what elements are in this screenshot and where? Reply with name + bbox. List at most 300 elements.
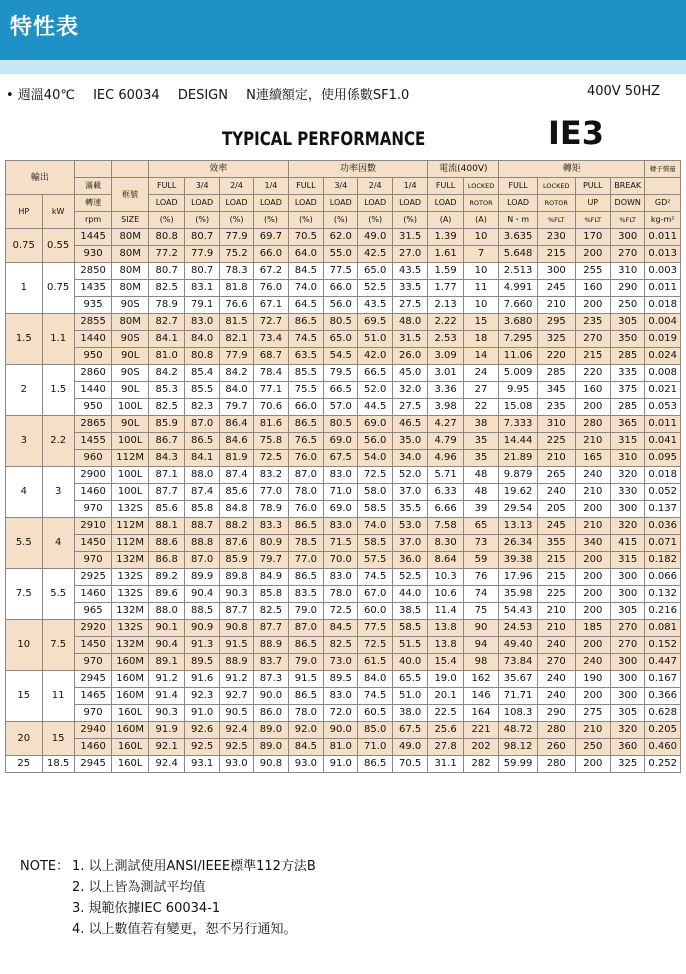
table-cell: 2.53 [428, 331, 463, 348]
table-cell: 300 [611, 654, 645, 671]
table-cell: 48 [463, 484, 498, 501]
header-cell: DOWN [611, 195, 645, 212]
header-cell: (%) [288, 212, 323, 229]
table-cell: 27.5 [392, 399, 427, 416]
table-cell: 37.0 [392, 484, 427, 501]
table-cell: 0.447 [645, 654, 681, 671]
table-cell: 42.0 [358, 348, 392, 365]
table-row [6, 399, 681, 416]
table-cell: 100L [112, 433, 149, 450]
table-cell: 100L [112, 467, 149, 484]
table-cell: 87.6 [219, 535, 253, 552]
header-torque: 轉矩 [499, 161, 645, 178]
table-cell: 0.066 [645, 569, 681, 586]
table-cell: 11.06 [499, 348, 538, 365]
table-cell: 87.7 [148, 484, 185, 501]
table-cell: 91.3 [185, 637, 219, 654]
table-cell: 84.3 [148, 450, 185, 467]
table-cell: 89.0 [254, 722, 288, 739]
table-cell: 930 [74, 246, 112, 263]
table-cell: 51.0 [358, 331, 392, 348]
table-cell: 305 [611, 314, 645, 331]
table-cell: 0.366 [645, 688, 681, 705]
table-row [6, 756, 681, 773]
table-cell: 2925 [74, 569, 112, 586]
table-cell: 132M [112, 603, 149, 620]
header-cell: (%) [392, 212, 427, 229]
table-cell: 81.0 [148, 348, 185, 365]
table-cell: 2855 [74, 314, 112, 331]
table-cell: 54.5 [324, 348, 358, 365]
table-row [6, 688, 681, 705]
table-cell: 200 [575, 552, 610, 569]
header-cell: LOAD [499, 195, 538, 212]
cell-kw: 0.75 [42, 263, 74, 314]
header-cell: LOAD [288, 195, 323, 212]
table-cell: 240 [537, 688, 575, 705]
table-cell: 210 [575, 484, 610, 501]
table-cell: 160M [112, 671, 149, 688]
table-cell: 15.4 [428, 654, 463, 671]
table-cell: 83.3 [254, 518, 288, 535]
table-cell: 79.7 [219, 399, 253, 416]
table-cell: 970 [74, 705, 112, 722]
page-title: 特性表 [10, 15, 80, 40]
table-cell: 49.0 [392, 739, 427, 756]
table-row [6, 348, 681, 365]
table-cell: 90.0 [324, 722, 358, 739]
table-cell: 1460 [74, 586, 112, 603]
table-cell: 84.0 [185, 331, 219, 348]
table-cell: 15 [463, 314, 498, 331]
table-cell: 82.5 [324, 637, 358, 654]
table-cell: 92.0 [288, 722, 323, 739]
table-cell: 70.5 [288, 229, 323, 246]
cell-hp: 1.5 [6, 314, 43, 365]
table-cell: 1445 [74, 229, 112, 246]
table-cell: 89.8 [219, 569, 253, 586]
table-cell: 79.0 [288, 603, 323, 620]
table-cell: 80M [112, 263, 149, 280]
table-cell: 132S [112, 620, 149, 637]
header-cell: %FLT [575, 212, 610, 229]
table-cell: 77.9 [219, 348, 253, 365]
table-cell: 3.01 [428, 365, 463, 382]
table-cell: 0.052 [645, 484, 681, 501]
table-cell: 94 [463, 637, 498, 654]
table-cell: 32.0 [392, 382, 427, 399]
table-cell: 280 [537, 756, 575, 773]
table-cell: 0.081 [645, 620, 681, 637]
table-row [6, 671, 681, 688]
table-cell: 40.0 [392, 654, 427, 671]
table-cell: 8.30 [428, 535, 463, 552]
table-cell: 38.0 [392, 705, 427, 722]
notes [20, 856, 316, 940]
table-cell: 90L [112, 348, 149, 365]
table-cell: 1435 [74, 280, 112, 297]
table-cell: 67.1 [254, 297, 288, 314]
table-cell: 84.5 [288, 263, 323, 280]
table-cell: 240 [575, 467, 610, 484]
cell-kw: 4 [42, 518, 74, 569]
table-cell: 39.38 [499, 552, 538, 569]
table-cell: 4.79 [428, 433, 463, 450]
header-cell: (%) [324, 212, 358, 229]
table-cell: 43.5 [392, 263, 427, 280]
table-cell: 35.5 [392, 501, 427, 518]
table-cell: 285 [611, 348, 645, 365]
table-cell: 310 [611, 450, 645, 467]
table-cell: 270 [611, 620, 645, 637]
table-cell: 65.0 [358, 263, 392, 280]
table-cell: 84.1 [148, 331, 185, 348]
header-blank [645, 178, 681, 195]
table-row [6, 467, 681, 484]
table-cell: 320 [611, 467, 645, 484]
voltage-label: 400V 50HZ [586, 84, 660, 99]
table-cell: 86.8 [148, 552, 185, 569]
table-cell: 0.628 [645, 705, 681, 722]
table-cell: 84.6 [219, 433, 253, 450]
table-cell: 58.5 [358, 535, 392, 552]
header-full-speed: 滿載 [74, 178, 112, 195]
table-row [6, 297, 681, 314]
table-row [6, 382, 681, 399]
table-cell: 69.5 [358, 314, 392, 331]
table-cell: 79.7 [254, 552, 288, 569]
table-cell: 200 [575, 501, 610, 518]
table-cell: 300 [611, 501, 645, 518]
table-cell: 245 [537, 280, 575, 297]
table-cell: 66.0 [254, 246, 288, 263]
table-cell: 18 [463, 331, 498, 348]
table-cell: 66.0 [288, 399, 323, 416]
table-cell: 215 [537, 552, 575, 569]
table-cell: 88.2 [219, 518, 253, 535]
table-cell: 0.137 [645, 501, 681, 518]
table-cell: 0.167 [645, 671, 681, 688]
table-cell: 250 [575, 739, 610, 756]
header-cell: (%) [219, 212, 253, 229]
table-cell: 77.2 [148, 246, 185, 263]
table-cell: 72.5 [324, 603, 358, 620]
table-cell: 270 [537, 654, 575, 671]
header-cell: N・m [499, 212, 538, 229]
table-cell: 86.5 [288, 688, 323, 705]
table-cell: 3.36 [428, 382, 463, 399]
table-cell: 0.024 [645, 348, 681, 365]
table-cell: 11 [463, 280, 498, 297]
header-inertia: 轉子慣量 [645, 161, 681, 178]
header-blank [74, 161, 112, 178]
table-cell: 200 [575, 297, 610, 314]
table-cell: 86.0 [254, 705, 288, 722]
table-cell: 1440 [74, 331, 112, 348]
table-cell: 160M [112, 722, 149, 739]
table-cell: 85.9 [148, 416, 185, 433]
table-cell: 10.3 [428, 569, 463, 586]
table-cell: 38 [463, 416, 498, 433]
table-cell: 0.182 [645, 552, 681, 569]
table-cell: 345 [537, 382, 575, 399]
table-cell: 74.5 [288, 331, 323, 348]
table-cell: 91.2 [219, 671, 253, 688]
table-row [6, 620, 681, 637]
table-cell: 24 [463, 365, 498, 382]
table-cell: 90S [112, 331, 149, 348]
table-cell: 300 [537, 263, 575, 280]
table-cell: 220 [537, 348, 575, 365]
table-cell: 85.0 [358, 722, 392, 739]
table-cell: 200 [575, 246, 610, 263]
table-cell: 82.7 [148, 314, 185, 331]
header-cell: LOAD [428, 195, 463, 212]
table-cell: 1460 [74, 484, 112, 501]
table-cell: 0.011 [645, 280, 681, 297]
table-cell: 85.9 [219, 552, 253, 569]
table-cell: 80M [112, 280, 149, 297]
table-cell: 93.1 [185, 756, 219, 773]
table-cell: 1450 [74, 535, 112, 552]
table-cell: 92.7 [219, 688, 253, 705]
table-cell: 83.0 [185, 314, 219, 331]
table-cell: 89.1 [148, 654, 185, 671]
table-cell: 165 [575, 450, 610, 467]
table-cell: 55.0 [324, 246, 358, 263]
table-cell: 82.3 [185, 399, 219, 416]
table-cell: 2945 [74, 671, 112, 688]
table-cell: 4.27 [428, 416, 463, 433]
table-cell: 112M [112, 518, 149, 535]
table-cell: 282 [463, 756, 498, 773]
table-cell: 54.0 [358, 450, 392, 467]
table-cell: 2920 [74, 620, 112, 637]
table-cell: 91.4 [148, 688, 185, 705]
table-cell: 132S [112, 569, 149, 586]
table-cell: 72.5 [358, 467, 392, 484]
table-cell: 45.0 [392, 365, 427, 382]
table-cell: 200 [575, 586, 610, 603]
table-cell: 25.6 [428, 722, 463, 739]
table-cell: 88.6 [148, 535, 185, 552]
table-cell: 87.0 [288, 467, 323, 484]
table-cell: 68.7 [254, 348, 288, 365]
table-cell: 275 [575, 705, 610, 722]
table-cell: 89.2 [148, 569, 185, 586]
table-cell: 315 [611, 433, 645, 450]
table-cell: 88.0 [148, 603, 185, 620]
table-cell: 63.5 [288, 348, 323, 365]
table-row [6, 535, 681, 552]
table-cell: 52.0 [358, 382, 392, 399]
table-cell: 325 [611, 756, 645, 773]
table-cell: 31.1 [428, 756, 463, 773]
table-cell: 84.9 [254, 569, 288, 586]
table-cell: 2.22 [428, 314, 463, 331]
table-cell: 6.66 [428, 501, 463, 518]
table-cell: 20.1 [428, 688, 463, 705]
table-cell: 51.5 [392, 637, 427, 654]
table-cell: 90.8 [219, 620, 253, 637]
table-cell: 90.5 [219, 705, 253, 722]
header-current: 電流(400V) [428, 161, 499, 178]
table-cell: 0.152 [645, 637, 681, 654]
table-cell: 91.9 [148, 722, 185, 739]
table-cell: 9.95 [499, 382, 538, 399]
table-cell: 210 [575, 518, 610, 535]
table-cell: 58.0 [358, 484, 392, 501]
table-cell: 78.9 [148, 297, 185, 314]
table-cell: 86.5 [358, 756, 392, 773]
table-cell: 52.0 [392, 467, 427, 484]
table-cell: 13.8 [428, 637, 463, 654]
table-cell: 950 [74, 348, 112, 365]
table-cell: 90.8 [254, 756, 288, 773]
table-cell: 76.6 [219, 297, 253, 314]
table-cell: 10 [463, 297, 498, 314]
table-cell: 15.08 [499, 399, 538, 416]
cell-hp: 20 [6, 722, 43, 756]
table-cell: 270 [575, 331, 610, 348]
table-cell: 290 [537, 705, 575, 722]
table-cell: 73.84 [499, 654, 538, 671]
table-cell: 7.58 [428, 518, 463, 535]
table-cell: 80.9 [254, 535, 288, 552]
table-cell: 970 [74, 552, 112, 569]
table-cell: 80M [112, 314, 149, 331]
cell-kw: 15 [42, 722, 74, 756]
header-hp: HP [6, 195, 43, 229]
header-kw: kW [42, 195, 74, 229]
table-cell: 83.1 [185, 280, 219, 297]
table-cell: 76.0 [254, 280, 288, 297]
table-cell: 29.54 [499, 501, 538, 518]
table-row [6, 654, 681, 671]
conditions-line [6, 84, 423, 103]
table-cell: 78.0 [288, 484, 323, 501]
table-cell: 325 [537, 331, 575, 348]
table-cell: 46.5 [392, 416, 427, 433]
table-cell: 84.8 [219, 501, 253, 518]
table-cell: 0.036 [645, 518, 681, 535]
table-cell: 54.43 [499, 603, 538, 620]
table-cell: 255 [575, 263, 610, 280]
table-cell: 240 [575, 654, 610, 671]
table-cell: 26.34 [499, 535, 538, 552]
table-cell: 86.5 [288, 314, 323, 331]
table-row [6, 518, 681, 535]
table-cell: 310 [537, 416, 575, 433]
table-cell: 65.0 [324, 331, 358, 348]
cell-hp: 2 [6, 365, 43, 416]
note-item: 2. 以上皆為測試平均值 [72, 880, 206, 895]
ambient-condition: • 週溫40℃ [6, 88, 75, 103]
table-cell: 2940 [74, 722, 112, 739]
cell-hp: 0.75 [6, 229, 43, 263]
table-row [6, 280, 681, 297]
table-cell: 66.5 [324, 382, 358, 399]
header-cell: ROTOR [463, 195, 498, 212]
header-frame: 框號 [112, 178, 149, 212]
header-efficiency: 效率 [148, 161, 288, 178]
table-cell: 1.59 [428, 263, 463, 280]
table-row [6, 433, 681, 450]
table-cell: 305 [611, 705, 645, 722]
table-cell: 79.5 [324, 365, 358, 382]
table-row [6, 416, 681, 433]
table-cell: 72.5 [358, 637, 392, 654]
table-cell: 44.5 [358, 399, 392, 416]
table-cell: 11.4 [428, 603, 463, 620]
table-cell: 14 [463, 348, 498, 365]
cell-kw: 2.2 [42, 416, 74, 467]
table-cell: 80.8 [148, 229, 185, 246]
table-cell: 82.5 [254, 603, 288, 620]
table-cell: 74.0 [288, 280, 323, 297]
table-cell: 170 [575, 229, 610, 246]
table-cell: 200 [575, 688, 610, 705]
table-cell: 160L [112, 756, 149, 773]
table-cell: 2865 [74, 416, 112, 433]
table-cell: 340 [575, 535, 610, 552]
table-cell: 13.8 [428, 620, 463, 637]
table-cell: 162 [463, 671, 498, 688]
table-cell: 39 [463, 501, 498, 518]
table-cell: 80.5 [324, 416, 358, 433]
header-cell: BREAK [611, 178, 645, 195]
table-cell: 90.9 [185, 620, 219, 637]
table-cell: 0.004 [645, 314, 681, 331]
table-cell: 4.96 [428, 450, 463, 467]
table-cell: 320 [611, 722, 645, 739]
table-cell: 74.5 [358, 569, 392, 586]
table-cell: 200 [575, 603, 610, 620]
table-cell: 360 [611, 739, 645, 756]
table-cell: 59.99 [499, 756, 538, 773]
table-cell: 67.2 [254, 263, 288, 280]
header-cell: FULL [288, 178, 323, 195]
table-cell: 160L [112, 739, 149, 756]
table-cell: 2900 [74, 467, 112, 484]
table-cell: 164 [463, 705, 498, 722]
table-cell: 1455 [74, 433, 112, 450]
header-cell: LOAD [324, 195, 358, 212]
header-cell: 2/4 [358, 178, 392, 195]
table-cell: 75.5 [288, 382, 323, 399]
table-cell: 81.5 [219, 314, 253, 331]
cell-kw: 1.5 [42, 365, 74, 416]
header-cell: LOCKED [463, 178, 498, 195]
header-cell: (%) [148, 212, 185, 229]
table-cell: 280 [575, 416, 610, 433]
table-cell: 160 [575, 382, 610, 399]
table-cell: 69.0 [324, 501, 358, 518]
table-cell: 49.0 [358, 229, 392, 246]
table-row [6, 705, 681, 722]
table-cell: 83.0 [324, 688, 358, 705]
header-power-factor: 功率因數 [288, 161, 428, 178]
table-cell: 89.9 [185, 569, 219, 586]
table-cell: 77.5 [358, 620, 392, 637]
table-cell: 89.5 [185, 654, 219, 671]
table-cell: 132S [112, 501, 149, 518]
table-row [6, 314, 681, 331]
table-cell: 6.33 [428, 484, 463, 501]
table-cell: 86.4 [219, 416, 253, 433]
cell-kw: 3 [42, 467, 74, 518]
table-cell: 81.9 [219, 450, 253, 467]
